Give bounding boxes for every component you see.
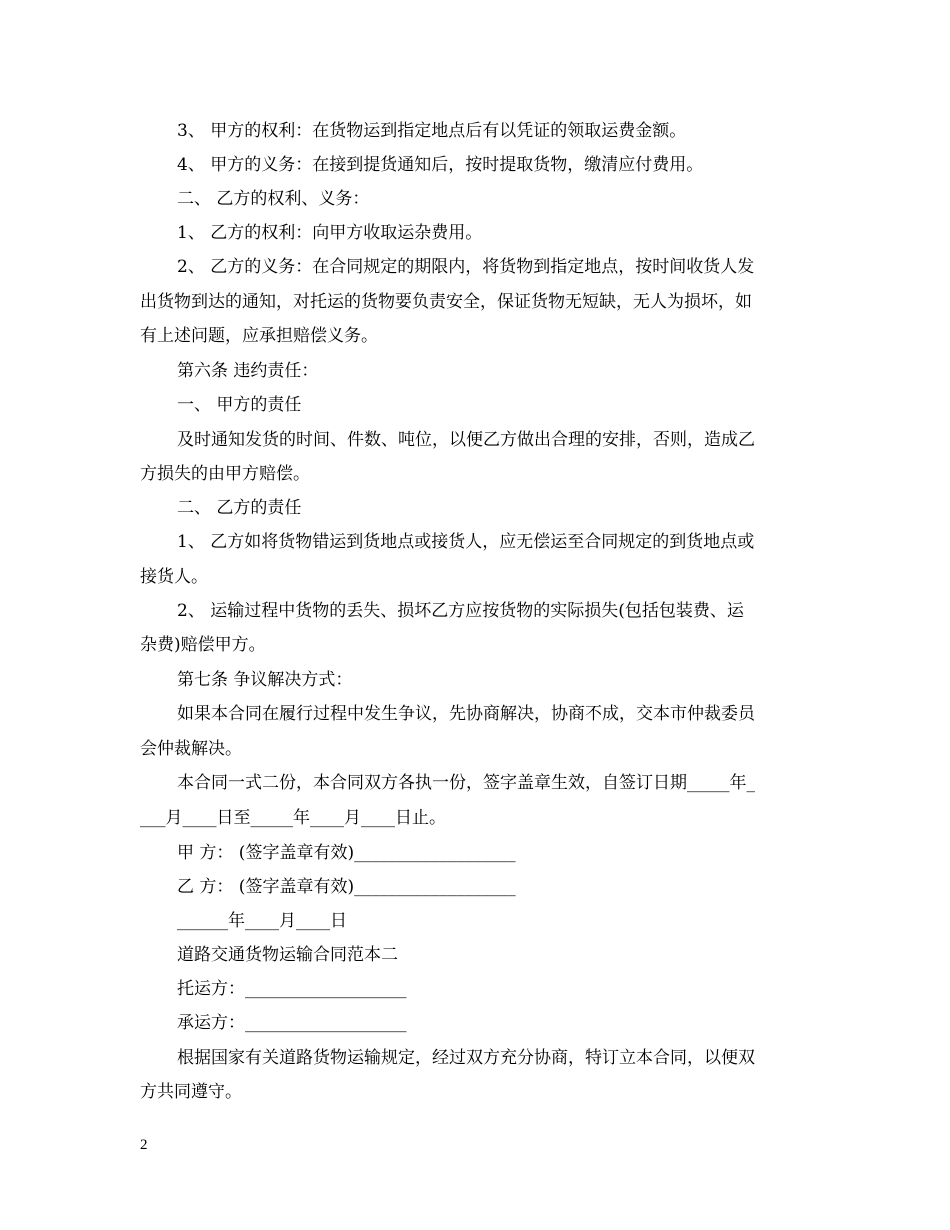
template-two-title: 道路交通货物运输合同范本二: [177, 945, 398, 965]
clause-party-b-duties-line2: 出货物到达的通知，对托运的货物要负责安全，保证货物无短缺，无人为损坏，如: [140, 292, 752, 312]
consignor-field: 托运方：___________________: [177, 979, 407, 999]
party-a-liability-heading: 一、 甲方的责任: [177, 395, 302, 415]
dispute-clause-line1: 如果本合同在履行过程中发生争议，先协商解决，协商不成，交本市仲裁委员: [177, 704, 755, 724]
clause-party-a-duties: 4、 甲方的义务：在接到提货通知后，按时提取货物，缴清应付费用。: [177, 155, 704, 175]
article-seven-heading: 第七条 争议解决方式：: [177, 670, 353, 690]
preamble-line1: 根据国家有关道路货物运输规定，经过双方充分协商，特订立本合同，以便双: [177, 1048, 755, 1068]
carrier-field: 承运方：___________________: [177, 1013, 407, 1033]
party-b-liability-item2-line1: 2、 运输过程中货物的丢失、损坏乙方应按货物的实际损失(包括包装费、运: [177, 601, 744, 621]
article-six-heading: 第六条 违约责任：: [177, 361, 319, 381]
preamble-line2: 方共同遵守。: [140, 1082, 242, 1102]
clause-party-a-rights: 3、 甲方的权利：在货物运到指定地点后有以凭证的领取运费金额。: [177, 121, 687, 141]
party-b-liability-item2-line2: 杂费)赔偿甲方。: [140, 635, 266, 655]
party-b-signature-line: 乙 方： (签字盖章有效)___________________: [177, 877, 516, 897]
party-a-liability-line2: 方损失的由甲方赔偿。: [140, 464, 310, 484]
party-b-liability-item1-line1: 1、 乙方如将货物错运到货地点或接货人，应无偿运至合同规定的到货地点或: [177, 532, 755, 552]
party-a-liability-line1: 及时通知发货的时间、件数、吨位，以便乙方做出合理的安排，否则，造成乙: [177, 430, 755, 450]
party-a-signature-line: 甲 方： (签字盖章有效)___________________: [177, 843, 516, 863]
copies-clause-line2: ___月____日至_____年____月____日止。: [140, 808, 446, 828]
party-b-liability-heading: 二、 乙方的责任: [177, 498, 302, 518]
clause-party-b-duties-line3: 有上述问题，应承担赔偿义务。: [140, 326, 378, 346]
clause-party-b-duties-line1: 2、 乙方的义务：在合同规定的期限内，将货物到指定地点，按时间收货人发: [177, 257, 755, 277]
heading-party-b-rights-duties: 二、 乙方的权利、义务：: [177, 189, 370, 209]
party-b-liability-item1-line2: 接货人。: [140, 567, 208, 587]
page-number: 2: [140, 1137, 148, 1153]
signing-date-line: ______年____月____日: [177, 911, 347, 931]
clause-party-b-rights: 1、 乙方的权利：向甲方收取运杂费用。: [177, 223, 483, 243]
dispute-clause-line2: 会仲裁解决。: [140, 739, 242, 759]
copies-clause-line1: 本合同一式二份，本合同双方各执一份，签字盖章生效，自签订日期_____年_: [177, 773, 755, 793]
